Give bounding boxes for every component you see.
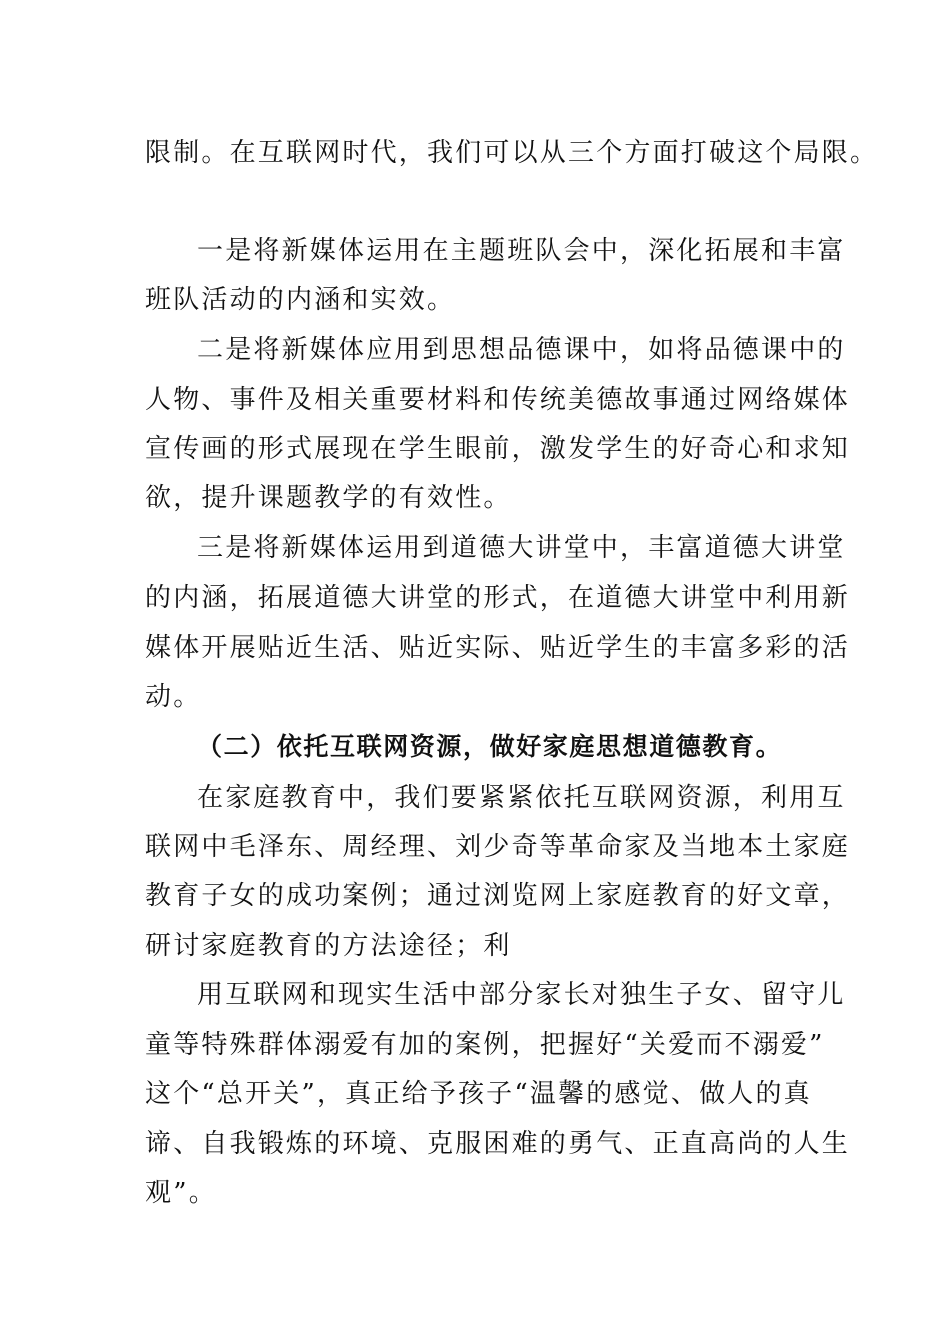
text-line: 欲，提升课题教学的有效性。 (145, 483, 512, 513)
text-line: 这个“总开关”，真正给予孩子“温馨的感觉、做人的真 (145, 1079, 812, 1109)
text-line: 教育子女的成功案例；通过浏览网上家庭教育的好文章， (145, 881, 851, 911)
paragraph-continuation-start: 用互联网和现实生活中部分家长对独生子女、留守儿 (197, 980, 846, 1010)
paragraph-three-start: 三是将新媒体运用到道德大讲堂中，丰富道德大讲堂 (197, 533, 846, 563)
text-line: 人物、事件及相关重要材料和传统美德故事通过网络媒体 (145, 385, 851, 415)
text-line: 童等特殊群体溺爱有加的案例，把握好“关爱而不溺爱” (145, 1030, 825, 1060)
text-line: 限制。在互联网时代，我们可以从三个方面打破这个局限。 (145, 138, 879, 168)
paragraph-one-start: 一是将新媒体运用在主题班队会中，深化拓展和丰富 (197, 236, 846, 266)
text-line: 观”。 (145, 1178, 217, 1208)
section-heading: （二）依托互联网资源，做好家庭思想道德教育。 (197, 732, 783, 761)
paragraph-two-start: 二是将新媒体应用到思想品德课中，如将品德课中的 (197, 335, 846, 365)
text-line: 联网中毛泽东、周经理、刘少奇等革命家及当地本土家庭 (145, 832, 851, 862)
paragraph-family-start: 在家庭教育中，我们要紧紧依托互联网资源，利用互 (197, 783, 846, 813)
text-line: 动。 (145, 682, 202, 712)
text-line: 媒体开展贴近生活、贴近实际、贴近学生的丰富多彩的活 (145, 633, 851, 663)
text-line: 的内涵，拓展道德大讲堂的形式，在道德大讲堂中利用新 (145, 583, 851, 613)
text-line: 班队活动的内涵和实效。 (145, 285, 456, 315)
text-line: 宣传画的形式展现在学生眼前，激发学生的好奇心和求知 (145, 434, 851, 464)
text-line: 研讨家庭教育的方法途径；利 (145, 931, 512, 961)
text-line: 谛、自我锻炼的环境、克服困难的勇气、正直高尚的人生 (145, 1129, 851, 1159)
